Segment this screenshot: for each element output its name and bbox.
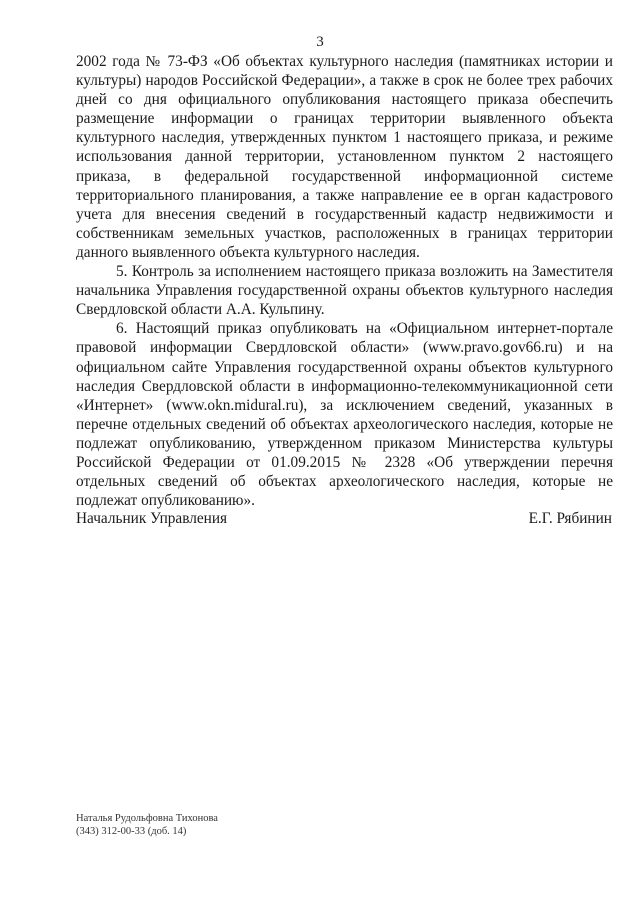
signatory-name: Е.Г. Рябинин xyxy=(528,510,612,527)
signature-block xyxy=(76,509,612,528)
page-number: 3 xyxy=(316,34,324,50)
document-body xyxy=(76,52,613,510)
paragraph-continuation: 2002 года № 73-ФЗ «Об объектах культурного наследия (памятниках истории и культуры) народов Российской Федерации», а также в срок не более трех рабочих дней со дня официального опубликования настоящего приказа обеспечить размещение информации о границах территории выявленного объекта культурного наследия, утвержденных пунктом 1 настоящего приказа, и режиме использования данной территории, установленном пунктом 2 настоящего приказа, в федеральной государственной информационной системе территориального планирования, а также направление ее в орган кадастрового учета для внесения сведений в государственный кадастр недвижимости и собственникам земельных участков, расположенных в границах территории данного выявленного объекта культурного наследия. xyxy=(76,53,613,261)
executor-phone: (343) 312-00-33 (доб. 14) xyxy=(76,826,187,837)
signatory-position: Начальник Управления xyxy=(76,510,228,527)
executor-name: Наталья Рудольфовна Тихонова xyxy=(76,813,218,824)
executor-info xyxy=(76,812,218,838)
paragraph-item-5: 5. Контроль за исполнением настоящего приказа возложить на Заместителя начальника Управления государственной охраны объектов культурного наследия Свердловской области А.А. Кульпину. xyxy=(76,263,613,319)
paragraph-item-6: 6. Настоящий приказ опубликовать на «Официальном интернет-портале правовой информации Свердловской области» (www.pravo.gov66.ru) и на официальном сайте Управления государственной охраны объектов культурного наследия Свердловской области в информационно-телекоммуникационной сети «Интернет» (www.okn.midural.ru), за исключением сведений, указанных в перечне отдельных сведений об объектах археологического наследия, которые не подлежат опубликованию, утвержденном приказом Министерства культуры Российской Федерации от 01.09.2015 № 2328 «Об утверждении перечня отдельных сведений об объектах археологического наследия, которые не подлежат опубликованию». xyxy=(76,320,613,510)
